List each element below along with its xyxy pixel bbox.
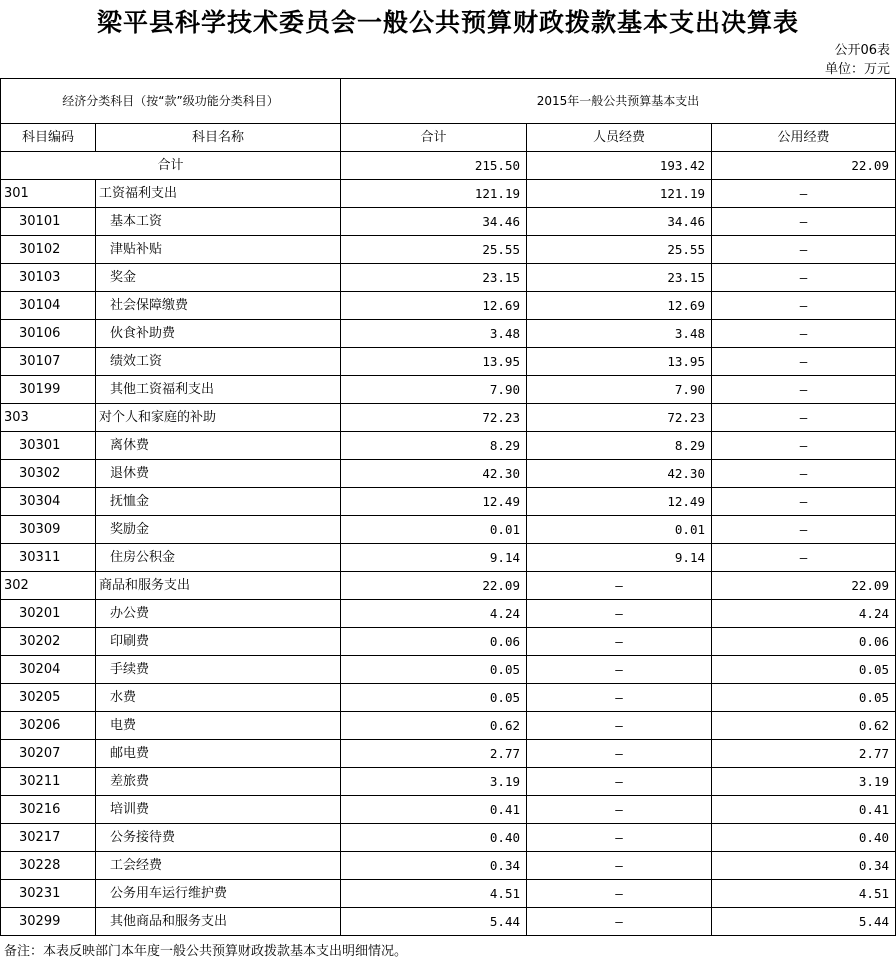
header-econ-class: 经济分类科目（按“款”级功能分类科目） [1, 79, 341, 124]
row-name: 绩效工资 [96, 348, 341, 376]
header-public: 公用经费 [712, 124, 896, 152]
header-year-column: 2015年一般公共预算基本支出 [341, 79, 896, 124]
row-public: — [712, 460, 896, 488]
row-public: — [712, 292, 896, 320]
row-personnel: 0.01 [527, 516, 712, 544]
header-name: 科目名称 [96, 124, 341, 152]
row-public: 0.40 [712, 824, 896, 852]
row-total: 3.19 [341, 768, 527, 796]
table-row [1, 740, 896, 768]
unit-label: 单位：万元 [824, 62, 890, 77]
row-code: 30216 [1, 796, 96, 824]
row-total: 4.24 [341, 600, 527, 628]
row-code: 30101 [1, 208, 96, 236]
row-code: 30207 [1, 740, 96, 768]
table-row [1, 852, 896, 880]
row-total: 72.23 [341, 404, 527, 432]
row-name: 手续费 [96, 656, 341, 684]
row-personnel: — [527, 600, 712, 628]
row-total: 0.05 [341, 684, 527, 712]
row-public: — [712, 432, 896, 460]
row-public: — [712, 544, 896, 572]
row-total: 23.15 [341, 264, 527, 292]
row-code: 303 [1, 404, 96, 432]
row-code: 301 [1, 180, 96, 208]
table-row [1, 880, 896, 908]
row-public: 0.41 [712, 796, 896, 824]
row-personnel: 25.55 [527, 236, 712, 264]
row-public: 0.34 [712, 852, 896, 880]
row-code: 30206 [1, 712, 96, 740]
row-code: 30302 [1, 460, 96, 488]
table-row [1, 796, 896, 824]
row-name: 奖金 [96, 264, 341, 292]
row-public: — [712, 376, 896, 404]
row-code: 30301 [1, 432, 96, 460]
row-total: 0.34 [341, 852, 527, 880]
row-personnel: — [527, 908, 712, 936]
table-row [1, 824, 896, 852]
row-personnel: 12.49 [527, 488, 712, 516]
row-total: 4.51 [341, 880, 527, 908]
row-personnel: — [527, 796, 712, 824]
row-public: 0.06 [712, 628, 896, 656]
row-name: 伙食补助费 [96, 320, 341, 348]
table-row [1, 208, 896, 236]
total-personnel: 193.42 [527, 152, 712, 180]
header-code: 科目编码 [1, 124, 96, 152]
row-public: — [712, 236, 896, 264]
row-name: 公务用车运行维护费 [96, 880, 341, 908]
row-public: 0.05 [712, 684, 896, 712]
row-code: 30204 [1, 656, 96, 684]
row-code: 30231 [1, 880, 96, 908]
row-name: 其他工资福利支出 [96, 376, 341, 404]
total-total: 215.50 [341, 152, 527, 180]
row-personnel: — [527, 740, 712, 768]
row-total: 12.49 [341, 488, 527, 516]
row-public: 4.51 [712, 880, 896, 908]
row-code: 30299 [1, 908, 96, 936]
page-title: 梁平县科学技术委员会一般公共预算财政拨款基本支出决算表 [96, 8, 799, 37]
table-row [1, 460, 896, 488]
table-row [1, 320, 896, 348]
budget-table [0, 78, 896, 936]
row-code: 30199 [1, 376, 96, 404]
form-code: 公开06表 [834, 43, 890, 58]
row-code: 30202 [1, 628, 96, 656]
table-row [1, 684, 896, 712]
table-row [1, 908, 896, 936]
table-row [1, 432, 896, 460]
table-row [1, 180, 896, 208]
row-public: 2.77 [712, 740, 896, 768]
row-total: 42.30 [341, 460, 527, 488]
row-personnel: 12.69 [527, 292, 712, 320]
row-code: 30304 [1, 488, 96, 516]
row-personnel: — [527, 852, 712, 880]
table-row [1, 264, 896, 292]
row-personnel: 42.30 [527, 460, 712, 488]
row-total: 7.90 [341, 376, 527, 404]
row-total: 12.69 [341, 292, 527, 320]
row-public: 22.09 [712, 572, 896, 600]
table-row [1, 572, 896, 600]
row-code: 30205 [1, 684, 96, 712]
row-total: 0.05 [341, 656, 527, 684]
total-row [1, 152, 896, 180]
row-code: 30217 [1, 824, 96, 852]
table-row [1, 656, 896, 684]
table-row [1, 488, 896, 516]
table-row [1, 544, 896, 572]
row-personnel: — [527, 824, 712, 852]
row-public: 0.05 [712, 656, 896, 684]
row-name: 对个人和家庭的补助 [96, 404, 341, 432]
row-code: 30102 [1, 236, 96, 264]
row-code: 30311 [1, 544, 96, 572]
table-row [1, 768, 896, 796]
row-total: 22.09 [341, 572, 527, 600]
row-name: 电费 [96, 712, 341, 740]
total-label: 合计 [1, 152, 341, 180]
row-personnel: 34.46 [527, 208, 712, 236]
row-public: — [712, 264, 896, 292]
row-public: — [712, 488, 896, 516]
row-public: — [712, 208, 896, 236]
row-total: 0.40 [341, 824, 527, 852]
row-personnel: — [527, 656, 712, 684]
table-row [1, 628, 896, 656]
row-personnel: — [527, 572, 712, 600]
row-total: 0.01 [341, 516, 527, 544]
row-total: 0.06 [341, 628, 527, 656]
row-public: — [712, 180, 896, 208]
row-code: 30104 [1, 292, 96, 320]
row-name: 工资福利支出 [96, 180, 341, 208]
row-personnel: 121.19 [527, 180, 712, 208]
table-row [1, 348, 896, 376]
row-code: 30228 [1, 852, 96, 880]
row-personnel: 9.14 [527, 544, 712, 572]
row-code: 30201 [1, 600, 96, 628]
row-total: 34.46 [341, 208, 527, 236]
row-name: 抚恤金 [96, 488, 341, 516]
row-name: 工会经费 [96, 852, 341, 880]
row-total: 2.77 [341, 740, 527, 768]
row-name: 差旅费 [96, 768, 341, 796]
row-code: 30309 [1, 516, 96, 544]
row-public: — [712, 516, 896, 544]
table-row [1, 292, 896, 320]
row-name: 社会保障缴费 [96, 292, 341, 320]
table-row [1, 516, 896, 544]
row-total: 3.48 [341, 320, 527, 348]
table-row [1, 600, 896, 628]
row-total: 121.19 [341, 180, 527, 208]
row-name: 离休费 [96, 432, 341, 460]
row-name: 水费 [96, 684, 341, 712]
row-public: — [712, 320, 896, 348]
row-total: 0.41 [341, 796, 527, 824]
row-total: 0.62 [341, 712, 527, 740]
row-personnel: 23.15 [527, 264, 712, 292]
header-personnel: 人员经费 [527, 124, 712, 152]
row-personnel: — [527, 628, 712, 656]
row-name: 印刷费 [96, 628, 341, 656]
total-public: 22.09 [712, 152, 896, 180]
table-row [1, 236, 896, 264]
row-name: 邮电费 [96, 740, 341, 768]
row-total: 13.95 [341, 348, 527, 376]
row-public: 0.62 [712, 712, 896, 740]
row-name: 退休费 [96, 460, 341, 488]
row-public: — [712, 348, 896, 376]
row-name: 住房公积金 [96, 544, 341, 572]
row-personnel: 3.48 [527, 320, 712, 348]
row-public: 4.24 [712, 600, 896, 628]
row-public: — [712, 404, 896, 432]
row-total: 9.14 [341, 544, 527, 572]
row-name: 培训费 [96, 796, 341, 824]
row-code: 30106 [1, 320, 96, 348]
row-code: 30211 [1, 768, 96, 796]
header-total: 合计 [341, 124, 527, 152]
table-row [1, 376, 896, 404]
row-name: 办公费 [96, 600, 341, 628]
row-personnel: 7.90 [527, 376, 712, 404]
row-name: 奖励金 [96, 516, 341, 544]
row-personnel: — [527, 712, 712, 740]
row-personnel: — [527, 684, 712, 712]
row-personnel: 72.23 [527, 404, 712, 432]
row-personnel: 13.95 [527, 348, 712, 376]
footnote: 备注：本表反映部门本年度一般公共预算财政拨款基本支出明细情况。 [4, 944, 408, 959]
row-name: 公务接待费 [96, 824, 341, 852]
row-code: 30103 [1, 264, 96, 292]
row-personnel: 8.29 [527, 432, 712, 460]
header-row-2 [1, 124, 896, 152]
table-row [1, 712, 896, 740]
row-total: 5.44 [341, 908, 527, 936]
row-personnel: — [527, 768, 712, 796]
header-row-1 [1, 79, 896, 124]
table-row [1, 404, 896, 432]
row-public: 5.44 [712, 908, 896, 936]
row-name: 津贴补贴 [96, 236, 341, 264]
row-name: 基本工资 [96, 208, 341, 236]
row-personnel: — [527, 880, 712, 908]
row-code: 302 [1, 572, 96, 600]
row-name: 其他商品和服务支出 [96, 908, 341, 936]
row-name: 商品和服务支出 [96, 572, 341, 600]
row-code: 30107 [1, 348, 96, 376]
row-total: 25.55 [341, 236, 527, 264]
row-total: 8.29 [341, 432, 527, 460]
row-public: 3.19 [712, 768, 896, 796]
